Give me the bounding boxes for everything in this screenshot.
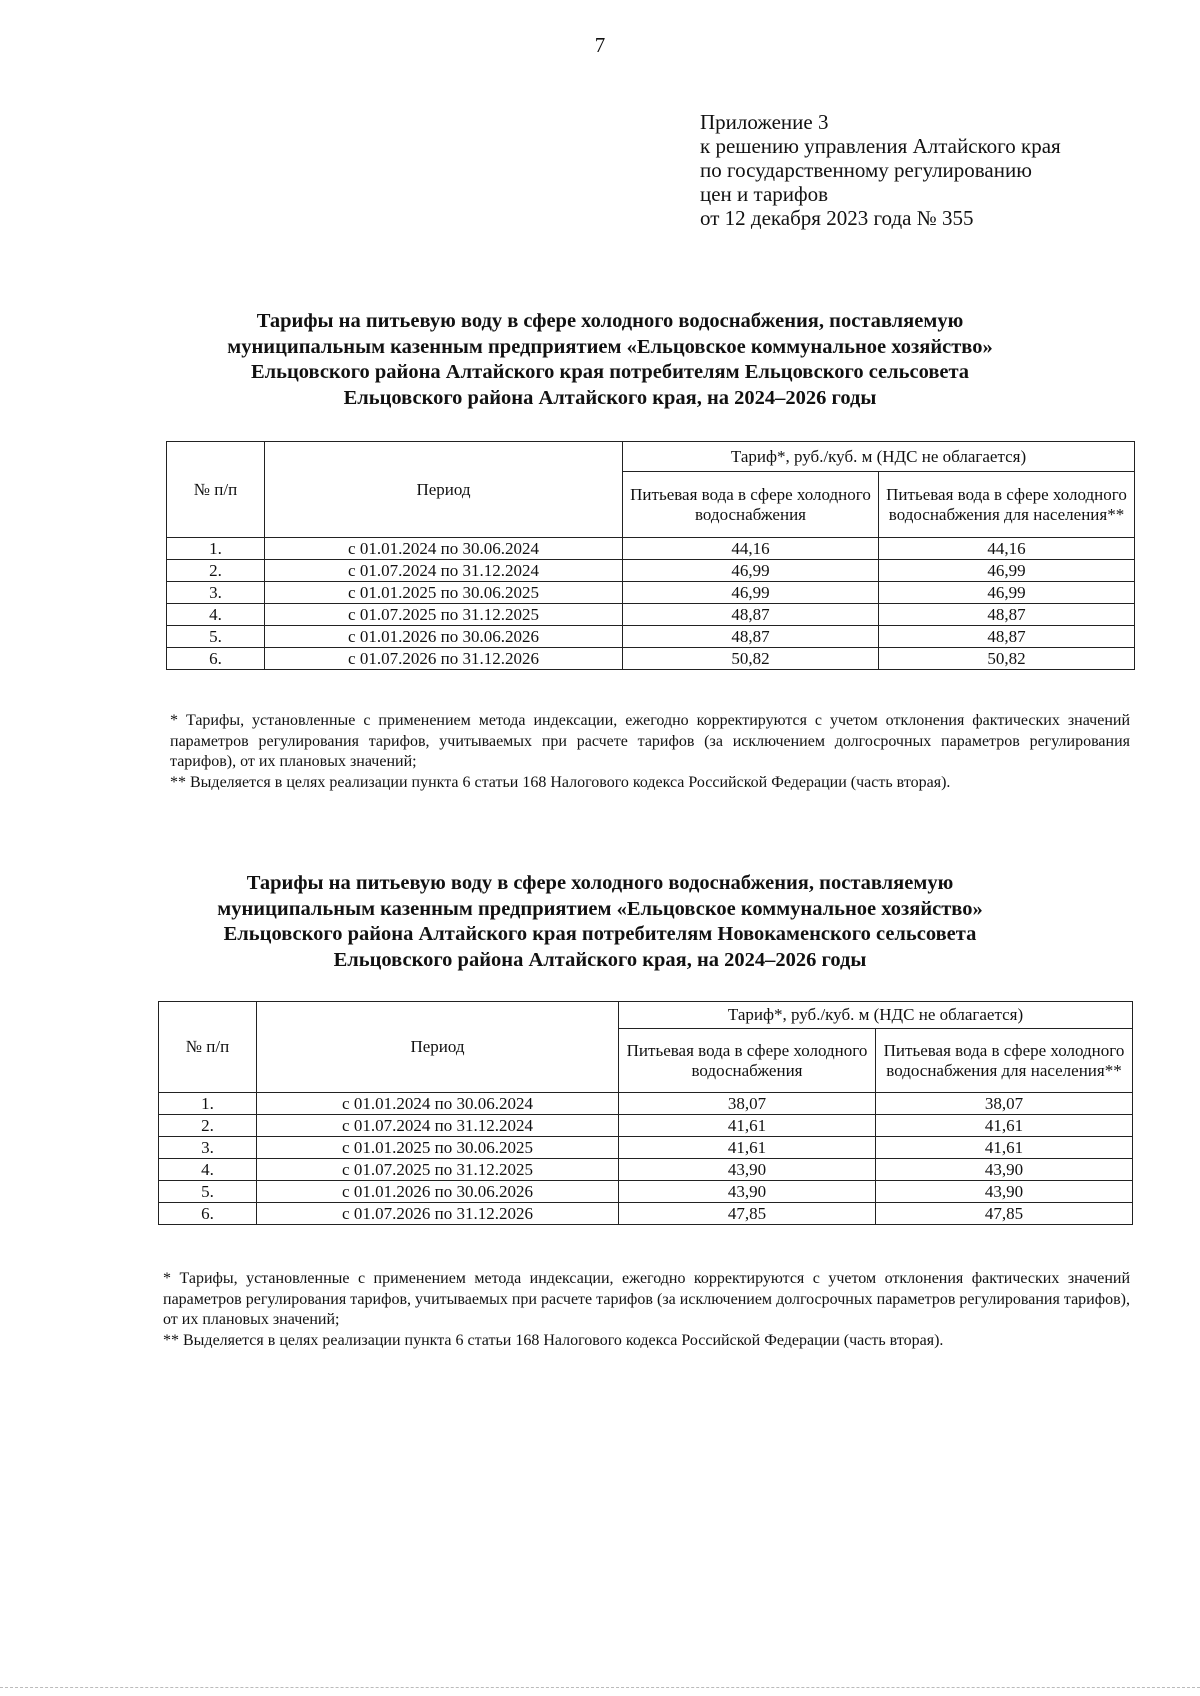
page-bottom-edge	[0, 1687, 1200, 1688]
row-population: 48,87	[879, 604, 1135, 626]
row-period: с 01.07.2025 по 31.12.2025	[257, 1159, 619, 1181]
row-population: 43,90	[876, 1181, 1133, 1203]
tariff-table-2	[158, 1001, 1133, 1225]
row-cold: 41,61	[619, 1115, 876, 1137]
tariff-table-1	[166, 441, 1135, 670]
header-population: Питьевая вода в сфере холодного водоснабжения для населения**	[876, 1029, 1133, 1093]
row-cold: 50,82	[623, 648, 879, 670]
header-period: Период	[265, 442, 623, 538]
row-population: 41,61	[876, 1137, 1133, 1159]
row-population: 41,61	[876, 1115, 1133, 1137]
row-cold: 48,87	[623, 604, 879, 626]
row-num: 3.	[167, 582, 265, 604]
header-num: № п/п	[159, 1002, 257, 1093]
row-period: с 01.01.2025 по 30.06.2025	[265, 582, 623, 604]
table-row	[159, 1159, 1133, 1181]
page-number: 7	[594, 33, 606, 57]
table-row	[159, 1181, 1133, 1203]
row-num: 4.	[159, 1159, 257, 1181]
appendix-line: цен и тарифов	[700, 182, 829, 206]
appendix-line: к решению управления Алтайского края	[700, 134, 1061, 158]
table-row	[167, 538, 1135, 560]
row-population: 47,85	[876, 1203, 1133, 1225]
row-period: с 01.01.2024 по 30.06.2024	[257, 1093, 619, 1115]
header-tariff-group: Тариф*, руб./куб. м (НДС не облагается)	[623, 442, 1135, 472]
header-period: Период	[257, 1002, 619, 1093]
row-num: 4.	[167, 604, 265, 626]
row-period: с 01.07.2025 по 31.12.2025	[265, 604, 623, 626]
row-population: 50,82	[879, 648, 1135, 670]
row-period: с 01.01.2026 по 30.06.2026	[265, 626, 623, 648]
row-num: 2.	[167, 560, 265, 582]
table-row	[159, 1203, 1133, 1225]
section-1-footnotes	[170, 711, 1130, 793]
title-line: муниципальным казенным предприятием «Ельцовское коммунальное хозяйство»	[227, 335, 993, 358]
table-row	[167, 604, 1135, 626]
title-line: Ельцовского района Алтайского края потребителям Ельцовского сельсовета	[250, 361, 970, 383]
appendix-line: Приложение 3	[700, 110, 829, 134]
header-cold-water: Питьевая вода в сфере холодного водоснабжения	[619, 1029, 876, 1093]
header-num: № п/п	[167, 442, 265, 538]
row-cold: 48,87	[623, 626, 879, 648]
footnote-indexation: * Тарифы, установленные с применением метода индексации, ежегодно корректируются с учетом отклонения фактических значений параметров регулирования тарифов, учитываемых при расчете тарифов (за исключением долгосрочных параметров регулирования тарифов), от их плановых значений;	[163, 1270, 1130, 1328]
row-num: 3.	[159, 1137, 257, 1159]
row-num: 1.	[159, 1093, 257, 1115]
row-period: с 01.01.2025 по 30.06.2025	[257, 1137, 619, 1159]
footnote-indexation: * Тарифы, установленные с применением метода индексации, ежегодно корректируются с учетом отклонения фактических значений параметров регулирования тарифов, учитываемых при расчете тарифов (за исключением долгосрочных параметров регулирования тарифов), от их плановых значений;	[170, 712, 1130, 770]
table-row	[159, 1093, 1133, 1115]
row-num: 5.	[167, 626, 265, 648]
row-period: с 01.07.2024 по 31.12.2024	[257, 1115, 619, 1137]
appendix-header	[700, 110, 1061, 230]
title-line: Тарифы на питьевую воду в сфере холодного водоснабжения, поставляемую	[256, 310, 964, 332]
appendix-line: по государственному регулированию	[700, 158, 1032, 182]
row-period: с 01.07.2024 по 31.12.2024	[265, 560, 623, 582]
footnote-vat: ** Выделяется в целях реализации пункта 6 статьи 168 Налогового кодекса Российской Федерации (часть вторая).	[170, 773, 951, 791]
title-line: муниципальным казенным предприятием «Ельцовское коммунальное хозяйство»	[217, 897, 983, 920]
row-num: 6.	[167, 648, 265, 670]
table-row	[167, 626, 1135, 648]
table-row	[167, 648, 1135, 670]
section-2-title	[140, 871, 1060, 973]
row-num: 5.	[159, 1181, 257, 1203]
appendix-line: от 12 декабря 2023 года № 355	[700, 206, 974, 230]
table-row	[159, 1115, 1133, 1137]
row-cold: 41,61	[619, 1137, 876, 1159]
row-cold: 43,90	[619, 1181, 876, 1203]
row-num: 1.	[167, 538, 265, 560]
header-cold-water: Питьевая вода в сфере холодного водоснабжения	[623, 472, 879, 538]
row-population: 44,16	[879, 538, 1135, 560]
row-population: 38,07	[876, 1093, 1133, 1115]
title-line: Ельцовского района Алтайского края потребителям Новокаменского сельсовета	[223, 923, 977, 945]
header-tariff-group: Тариф*, руб./куб. м (НДС не облагается)	[619, 1002, 1133, 1029]
row-num: 6.	[159, 1203, 257, 1225]
row-population: 46,99	[879, 560, 1135, 582]
row-cold: 46,99	[623, 582, 879, 604]
row-period: с 01.07.2026 по 31.12.2026	[265, 648, 623, 670]
section-2-footnotes	[163, 1269, 1130, 1351]
title-line: Ельцовского района Алтайского края, на 2024–2026 годы	[343, 386, 877, 409]
table-row	[167, 560, 1135, 582]
row-period: с 01.07.2026 по 31.12.2026	[257, 1203, 619, 1225]
table-row	[159, 1137, 1133, 1159]
header-population: Питьевая вода в сфере холодного водоснабжения для населения**	[879, 472, 1135, 538]
row-period: с 01.01.2024 по 30.06.2024	[265, 538, 623, 560]
footnote-vat: ** Выделяется в целях реализации пункта 6 статьи 168 Налогового кодекса Российской Федерации (часть вторая).	[163, 1331, 944, 1349]
row-period: с 01.01.2026 по 30.06.2026	[257, 1181, 619, 1203]
row-cold: 46,99	[623, 560, 879, 582]
row-population: 48,87	[879, 626, 1135, 648]
row-cold: 43,90	[619, 1159, 876, 1181]
row-num: 2.	[159, 1115, 257, 1137]
title-line: Тарифы на питьевую воду в сфере холодного водоснабжения, поставляемую	[246, 872, 954, 894]
row-population: 43,90	[876, 1159, 1133, 1181]
row-cold: 38,07	[619, 1093, 876, 1115]
section-1-title	[150, 309, 1070, 411]
row-cold: 47,85	[619, 1203, 876, 1225]
title-line: Ельцовского района Алтайского края, на 2024–2026 годы	[333, 948, 867, 971]
row-cold: 44,16	[623, 538, 879, 560]
row-population: 46,99	[879, 582, 1135, 604]
table-row	[167, 582, 1135, 604]
